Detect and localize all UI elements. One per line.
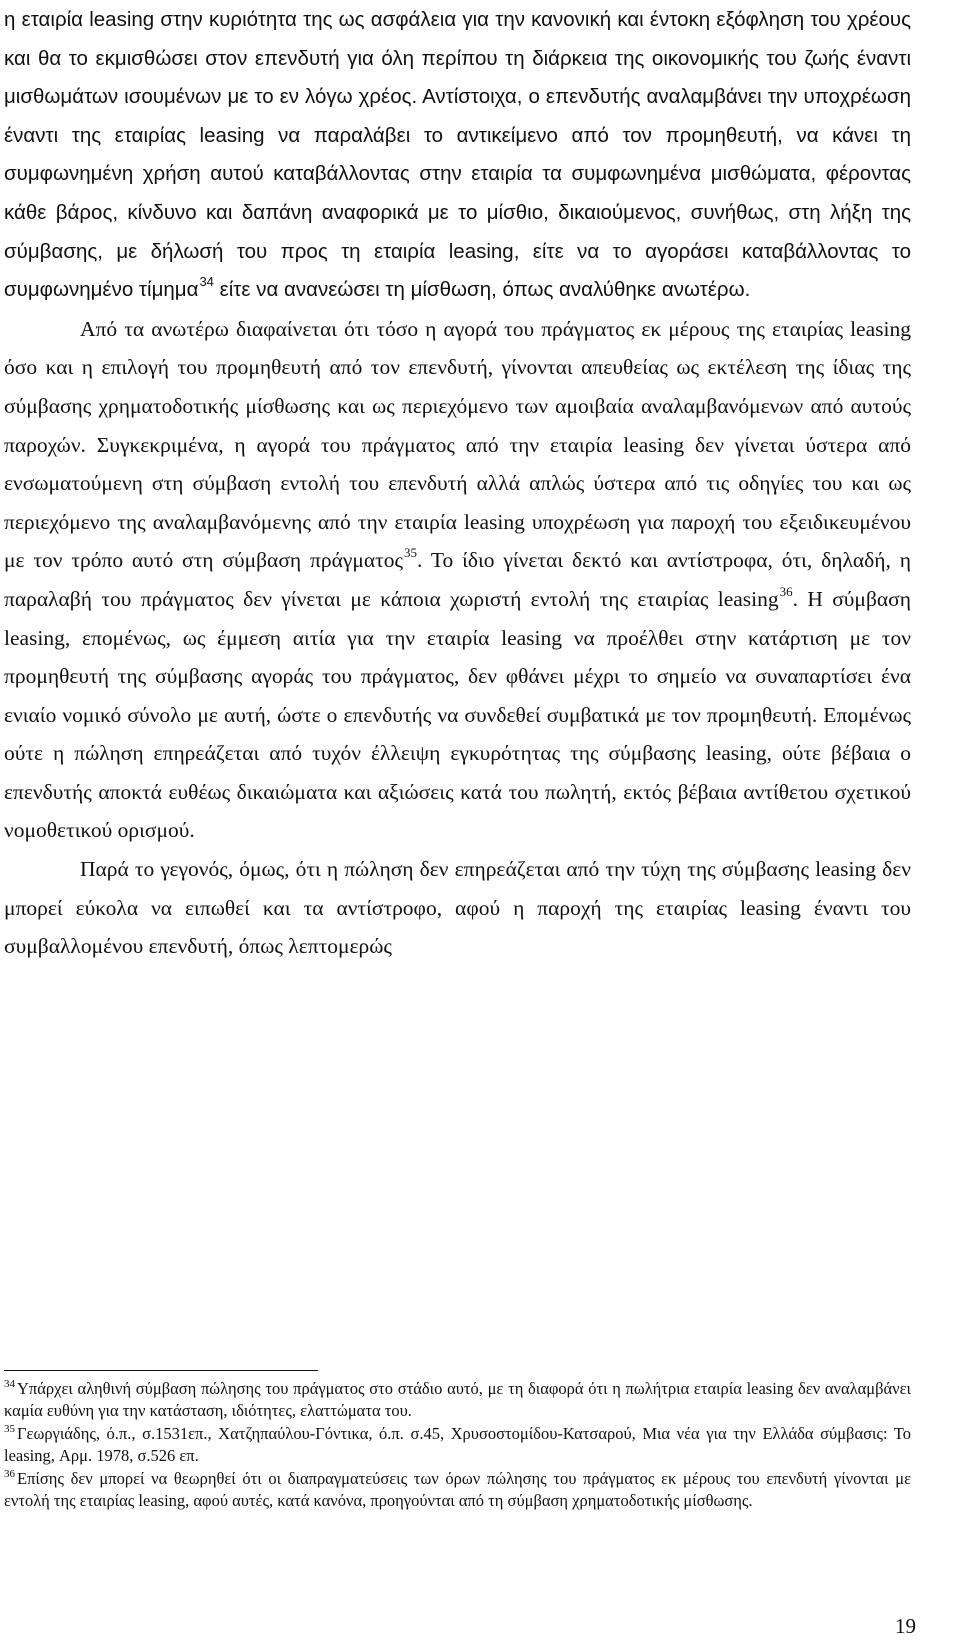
footnote-text: Υπάρχει αληθινή σύμβαση πώλησης του πράγματος στο στάδιο αυτό, με τη διαφορά ότι η πωλήτρια εταιρία leasing δεν αναλαμβάνει καμία ευθύνη για την κατάσταση, ιδιότητες, ελαττώματα του. <box>4 1379 911 1421</box>
paragraph-2-part-b: . Το ίδιο γίνεται δεκτό και αντίστροφα, ότι, δηλαδή, η παραλαβή του πράγματος δεν γίνεται με κάποια χωριστή εντολή της εταιρίας leasing <box>4 548 911 611</box>
paragraph-2-part-a: Από τα ανωτέρω διαφαίνεται ότι τόσο η αγορά του πράγματος εκ μέρους της εταιρίας leasing όσο και η επιλογή του προμηθευτή από τον επενδυτή, γίνονται απευθείας ως εκτέλεση της ίδιας της σύμβασης χρηματοδοτικής μίσθωσης και ως περιεχόμενο των αμοιβαία αναλαμβανόμενων από αυτούς παροχών. Συγκεκριμένα, η αγορά του πράγματος από την εταιρία leasing δεν γίνεται ύστερα από ενσωματούμενη στη σύμβαση εντολή του επενδυτή αλλά απλώς ύστερα από τις οδηγίες του και ως περιεχόμενο της αναλαμβανόμενης από την εταιρία leasing υποχρέωση για παροχή του εξειδικευμένου με τον τρόπο αυτό στη σύμβαση πράγματος <box>4 316 911 573</box>
footnote-text: Επίσης δεν μπορεί να θεωρηθεί ότι οι διαπραγματεύσεις των όρων πώλησης του πράγματος εκ μέρους του επενδυτή γίνονται με εντολή της εταιρίας leasing, αφού αυτές, κατά κανόνα, προηγούνται από τη σύμβαση χρηματοδοτικής μίσθωσης. <box>4 1468 911 1511</box>
footnote-ref-35: 35 <box>404 545 418 561</box>
footnote-number: 36 <box>4 1467 15 1480</box>
paragraph-1 <box>4 1 911 310</box>
footnote-34 <box>4 1378 911 1423</box>
footnote-ref-34: 34 <box>199 274 214 290</box>
page-number: 19 <box>895 1614 916 1638</box>
paragraph-2-part-c: . Η σύμβαση leasing, επομένως, ως έμμεση αιτία για την εταιρία leasing να προέλθει στην κατάρτιση με τον προμηθευτή της σύμβασης αγοράς του πράγματος, δεν φθάνει μέχρι το σημείο να συναπαρτίσει ένα ενιαίο νομικό σύνολο με αυτή, ώστε ο επενδυτής να συνδεθεί συμβατικά με τον προμηθευτή. Επομένως ούτε η πώληση επηρεάζεται από τυχόν έλλειψη εγκυρότητας της σύμβασης leasing, ούτε βέβαια ο επενδυτής αποκτά ευθέως δικαιώματα και αξιώσεις κατά του πωλητή, εκτός βέβαια αντίθετου σχετικού νομοθετικού ορισμού. <box>4 586 911 843</box>
footnote-number: 35 <box>4 1422 15 1435</box>
footnote-separator <box>4 1370 318 1371</box>
paragraph-1-part-b: Αντίστοιχα, ο επενδυτής αναλαμβάνει την υποχρέωση έναντι της εταιρίας leasing να παραλάβει το αντικείμενο από τον προμηθευτή, να κάνει τη συμφωνημένη χρήση αυτού καταβάλλοντας στην εταιρία τα συμφωνημένα μισθώματα, φέροντας κάθε βάρος, κίνδυνο και δαπάνη αναφορικά με το μίσθιο, δικαιούμενος, συνήθως, στη λήξη της σύμβασης, με δήλωσή του προς τη εταιρία leasing, είτε να το αγοράσει καταβάλλοντας το συμφωνημένο τίμημα <box>4 85 911 302</box>
footnotes <box>4 1378 911 1512</box>
footnote-text: Γεωργιάδης, ό.π., σ.1531επ., Χατζηπαύλου-Γόντικα, ό.π. σ.45, Χρυσοστομίδου-Κατσαρού, Μια νέα για την Ελλάδα σύμβασις: Το leasing, Αρμ. 1978, σ.526 επ. <box>4 1423 911 1466</box>
footnote-36 <box>4 1468 911 1513</box>
footnote-ref-36: 36 <box>779 583 793 599</box>
footnote-35 <box>4 1423 911 1468</box>
footnote-number: 34 <box>4 1378 15 1390</box>
paragraph-2 <box>4 310 911 850</box>
paragraph-3: Παρά το γεγονός, όμως, ότι η πώληση δεν επηρεάζεται από την τύχη της σύμβασης leasing δεν μπορεί εύκολα να ειπωθεί και τα αντίστροφο, αφού η παροχή της εταιρίας leasing έναντι του συμβαλλομένου επενδυτή, όπως λεπτομερώς <box>4 857 911 959</box>
paragraph-1-part-a: η εταιρία leasing στην κυριότητα της ως ασφάλεια για την κανονική και έντοκη εξόφληση του χρέους και θα το εκμισθώσει στον επενδυτή για όλη περίπου τη διάρκεια της οικονομικής του ζωής έναντι μισθωμάτων ισουμένων με το εν λόγω χρέος. <box>4 8 911 109</box>
paragraph-1-part-c: είτε να ανανεώσει τη μίσθωση, όπως αναλύθηκε ανωτέρω. <box>213 278 751 302</box>
body-text <box>4 1 911 966</box>
